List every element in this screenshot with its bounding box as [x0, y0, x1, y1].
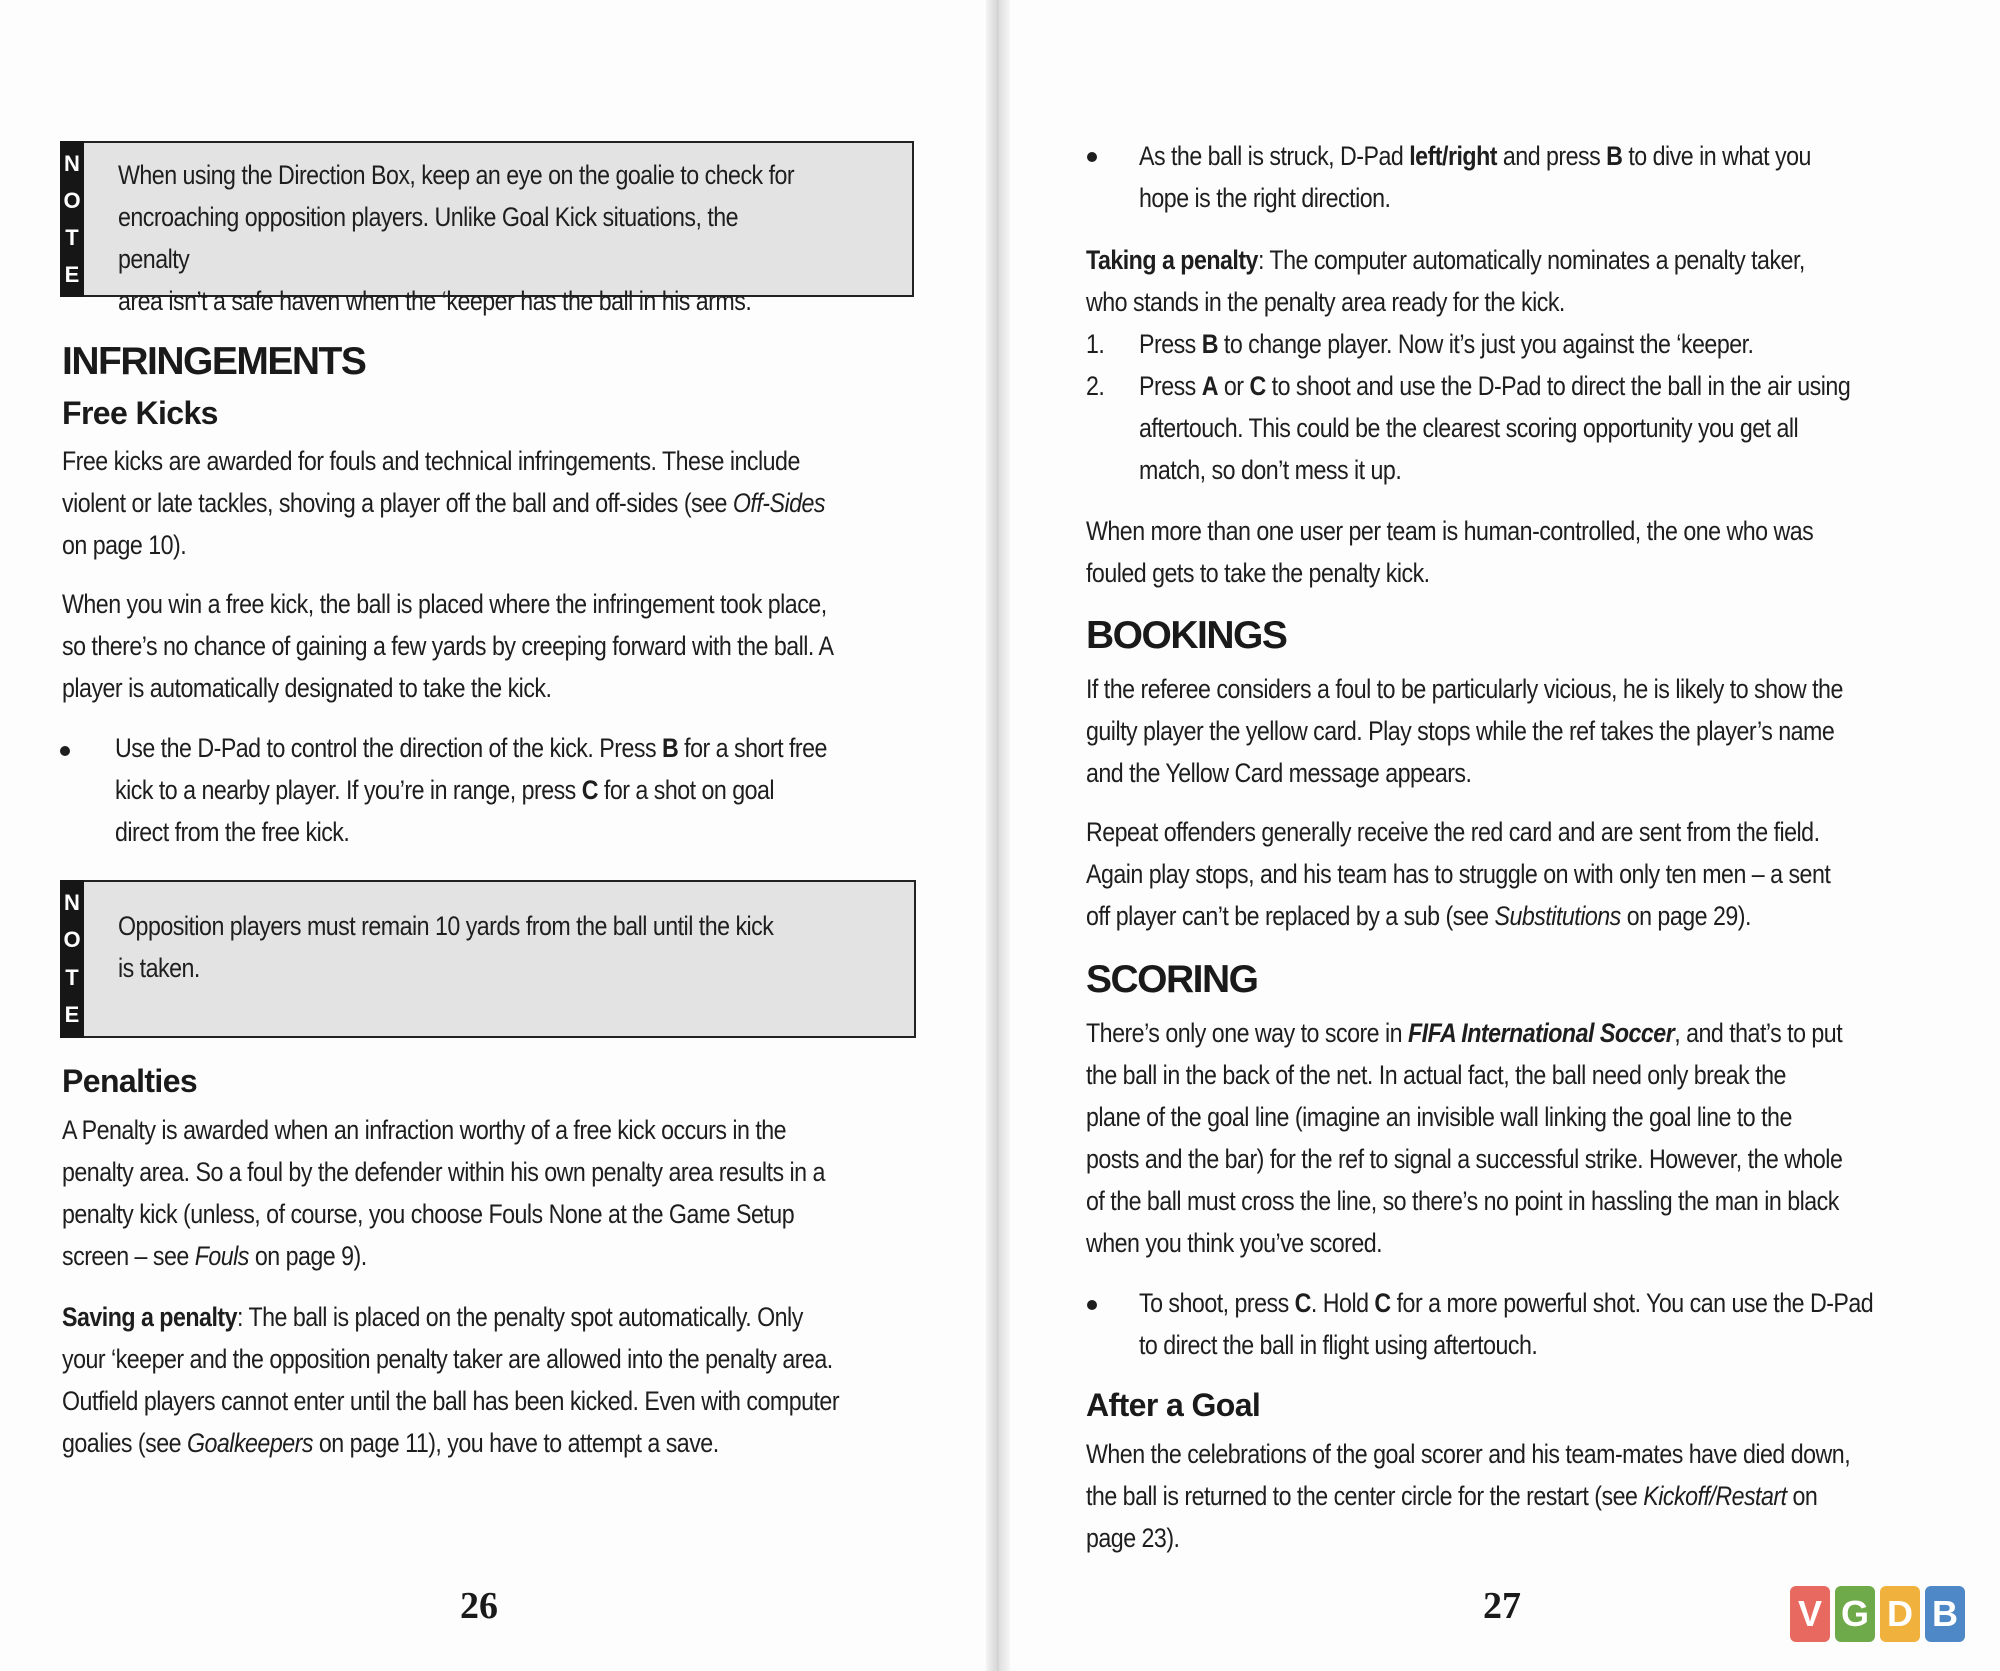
- heading-infringements: INFRINGEMENTS: [62, 340, 366, 383]
- page-number-left: 26: [460, 1585, 498, 1627]
- taking-penalty-paragraph: Taking a penalty: The computer automatically nominates a penalty taker, who stands in the penalty area ready for the kick.: [1086, 245, 1805, 317]
- note-label: N O T E: [60, 880, 84, 1038]
- saving-penalty-paragraph: Saving a penalty: The ball is placed on the penalty spot automatically. Only your ‘keeper and the opposition penalty taker are allowed into the penalty area. Outfield players cannot enter until the ball has been kicked. Even with computer goalies (see Goalkeepers on page 11), you have to attempt a save.: [62, 1302, 840, 1458]
- note-box-direction: [60, 141, 914, 316]
- heading-bookings: BOOKINGS: [1086, 614, 1287, 657]
- free-kick-placement-paragraph: When you win a free kick, the ball is placed where the infringement took place, so there’s no chance of gaining a few yards by creeping forward with the ball. A player is automatically designated to take the kick.: [62, 589, 834, 703]
- bullet-dot: [1087, 1300, 1097, 1310]
- step-number: 1.: [1086, 329, 1105, 359]
- bullet-dot: [1087, 152, 1097, 162]
- note-text: When using the Direction Box, keep an eye on the goalie to check for encroaching opposition players. Unlike Goal Kick situations, the penalty area isn’t a safe haven when the ‘keeper has the ball in his arms.: [118, 160, 795, 316]
- bullet-dot: [60, 746, 70, 756]
- scoring-paragraph: There’s only one way to score in FIFA International Soccer, and that’s to put the ball in the back of the net. In actual fact, the ball need only break the plane of the goal line (imagine an invisible wall linking the goal line to the posts and the bar) for the ref to signal a successful strike. However, the whole of the ball must cross the line, so there’s no point in hassling the man in black when you think you’ve scored.: [1086, 1018, 1843, 1258]
- logo-letter: B: [1925, 1586, 1965, 1642]
- penalties-paragraph: A Penalty is awarded when an infraction worthy of a free kick occurs in the penalty area. So a foul by the defender within his own penalty area results in a penalty kick (unless, of course, you choose Fouls None at the Game Setup screen – see Fouls on page 9).: [62, 1115, 825, 1271]
- heading-scoring: SCORING: [1086, 958, 1258, 1001]
- subheading-penalties: Penalties: [62, 1063, 198, 1099]
- step-number: 2.: [1086, 371, 1105, 401]
- subheading-after-a-goal: After a Goal: [1086, 1387, 1261, 1423]
- step-2: Press A or C to shoot and use the D-Pad to direct the ball in the air using aftertouch. This could be the clearest scoring opportunity you get all match, so don’t mess it up.: [1139, 371, 1851, 485]
- step-1: Press B to change player. Now it’s just you against the ‘keeper.: [1139, 329, 1754, 359]
- dive-bullet: As the ball is struck, D-Pad left/right and press B to dive in what you hope is the right direction.: [1139, 141, 1811, 213]
- bookings-paragraph-1: If the referee considers a foul to be particularly vicious, he is likely to show the guilty player the yellow card. Play stops while the ref takes the player’s name and the Yellow Card message appears.: [1086, 674, 1843, 788]
- bookings-paragraph-2: Repeat offenders generally receive the red card and are sent from the field. Again play stops, and his team has to struggle on with only ten men – a sent off player can’t be replaced by a sub (see Substitutions on page 29).: [1086, 817, 1831, 931]
- page-number-right: 27: [1483, 1585, 1521, 1627]
- note-label: N O T E: [60, 141, 84, 297]
- book-gutter: [986, 0, 1010, 1671]
- free-kicks-paragraph: Free kicks are awarded for fouls and technical infringements. These include violent or late tackles, shoving a player off the ball and off-sides (see Off-Sides on page 10).: [62, 446, 826, 560]
- logo-letter: G: [1835, 1586, 1875, 1642]
- note-box-opposition: [60, 880, 916, 1038]
- multi-user-paragraph: When more than one user per team is human-controlled, the one who was fouled gets to take the penalty kick.: [1086, 516, 1814, 588]
- subheading-free-kicks: Free Kicks: [62, 395, 218, 431]
- logo-letter: D: [1880, 1586, 1920, 1642]
- shoot-bullet: To shoot, press C. Hold C for a more powerful shot. You can use the D-Pad to direct the ball in flight using aftertouch.: [1139, 1288, 1874, 1360]
- vgdb-watermark-logo: [1790, 1586, 1965, 1642]
- note-text: Opposition players must remain 10 yards from the ball until the kick is taken.: [118, 911, 774, 983]
- after-goal-paragraph: When the celebrations of the goal scorer and his team-mates have died down, the ball is returned to the center circle for the restart (see Kickoff/Restart on page 23).: [1086, 1439, 1851, 1553]
- free-kick-controls-bullet: Use the D-Pad to control the direction of the kick. Press B for a short free kick to a nearby player. If you’re in range, press C for a shot on goal direct from the free kick.: [115, 733, 827, 847]
- logo-letter: V: [1790, 1586, 1830, 1642]
